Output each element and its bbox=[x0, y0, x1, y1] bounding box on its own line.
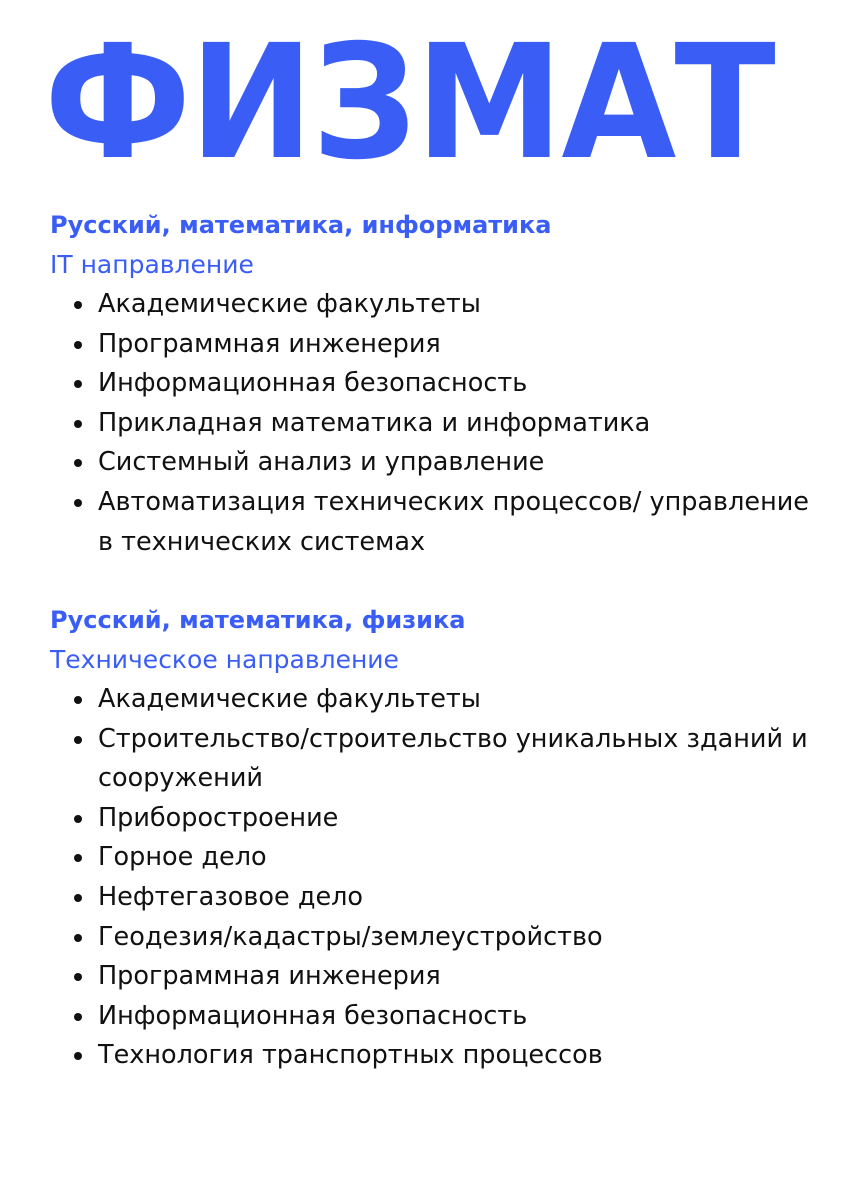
list-item-text: Системный анализ и управление bbox=[98, 447, 545, 478]
bullet-icon bbox=[74, 301, 82, 309]
list-item bbox=[50, 799, 810, 839]
list-item bbox=[50, 838, 810, 878]
list-item-text: Программная инженерия bbox=[98, 961, 441, 992]
bullet-icon bbox=[74, 420, 82, 428]
bullet-icon bbox=[74, 894, 82, 902]
bullet-icon bbox=[74, 736, 82, 744]
section-subjects: Русский, математика, информатика bbox=[50, 211, 552, 239]
list-item bbox=[50, 364, 810, 404]
bullet-icon bbox=[74, 973, 82, 981]
list-item-text: Академические факультеты bbox=[98, 289, 481, 319]
list-item-text: Автоматизация технических процессов/ управление в технических системах bbox=[98, 486, 809, 557]
list-item-text: Информационная безопасность bbox=[98, 368, 528, 399]
list-item-text: Информационная безопасность bbox=[98, 1000, 528, 1031]
list-item bbox=[50, 1036, 810, 1076]
section-direction: Техническое направление bbox=[50, 645, 399, 674]
list-item-text: Горное дело bbox=[98, 842, 267, 873]
list-item bbox=[50, 443, 810, 483]
list-item bbox=[50, 997, 810, 1037]
list-item-text: Прикладная математика и информатика bbox=[98, 407, 651, 438]
list-item-text: Технология транспортных процессов bbox=[98, 1040, 603, 1071]
list-item-text: Строительство/строительство уникальных зданий и сооружений bbox=[98, 723, 808, 794]
list-item bbox=[50, 325, 810, 365]
bullet-icon bbox=[74, 1013, 82, 1021]
list-item-text: Нефтегазовое дело bbox=[98, 881, 364, 912]
bullet-icon bbox=[74, 341, 82, 349]
section-technical bbox=[50, 600, 810, 1076]
list-item-text: Приборостроение bbox=[98, 802, 339, 833]
list-item bbox=[50, 680, 810, 720]
bullet-icon bbox=[74, 380, 82, 388]
section-direction: IT направление bbox=[50, 250, 254, 279]
section-subjects: Русский, математика, физика bbox=[50, 606, 466, 634]
list-item bbox=[50, 404, 810, 444]
page-title: ФИЗМАТ bbox=[44, 11, 774, 195]
section-it bbox=[50, 205, 810, 562]
bullet-icon bbox=[74, 934, 82, 942]
list-item-text: Геодезия/кадастры/землеустройство bbox=[98, 921, 603, 952]
list-item-text: Академические факультеты bbox=[98, 684, 481, 714]
list-item bbox=[50, 285, 810, 325]
bullet-icon bbox=[74, 854, 82, 862]
direction-list bbox=[50, 680, 810, 1076]
bullet-icon bbox=[74, 1052, 82, 1060]
list-item bbox=[50, 957, 810, 997]
bullet-icon bbox=[74, 815, 82, 823]
bullet-icon bbox=[74, 499, 82, 507]
list-item bbox=[50, 918, 810, 958]
list-item bbox=[50, 720, 810, 799]
list-item bbox=[50, 878, 810, 918]
bullet-icon bbox=[74, 459, 82, 467]
list-item bbox=[50, 483, 810, 562]
direction-list bbox=[50, 285, 810, 562]
list-item-text: Программная инженерия bbox=[98, 328, 441, 359]
bullet-icon bbox=[74, 696, 82, 704]
